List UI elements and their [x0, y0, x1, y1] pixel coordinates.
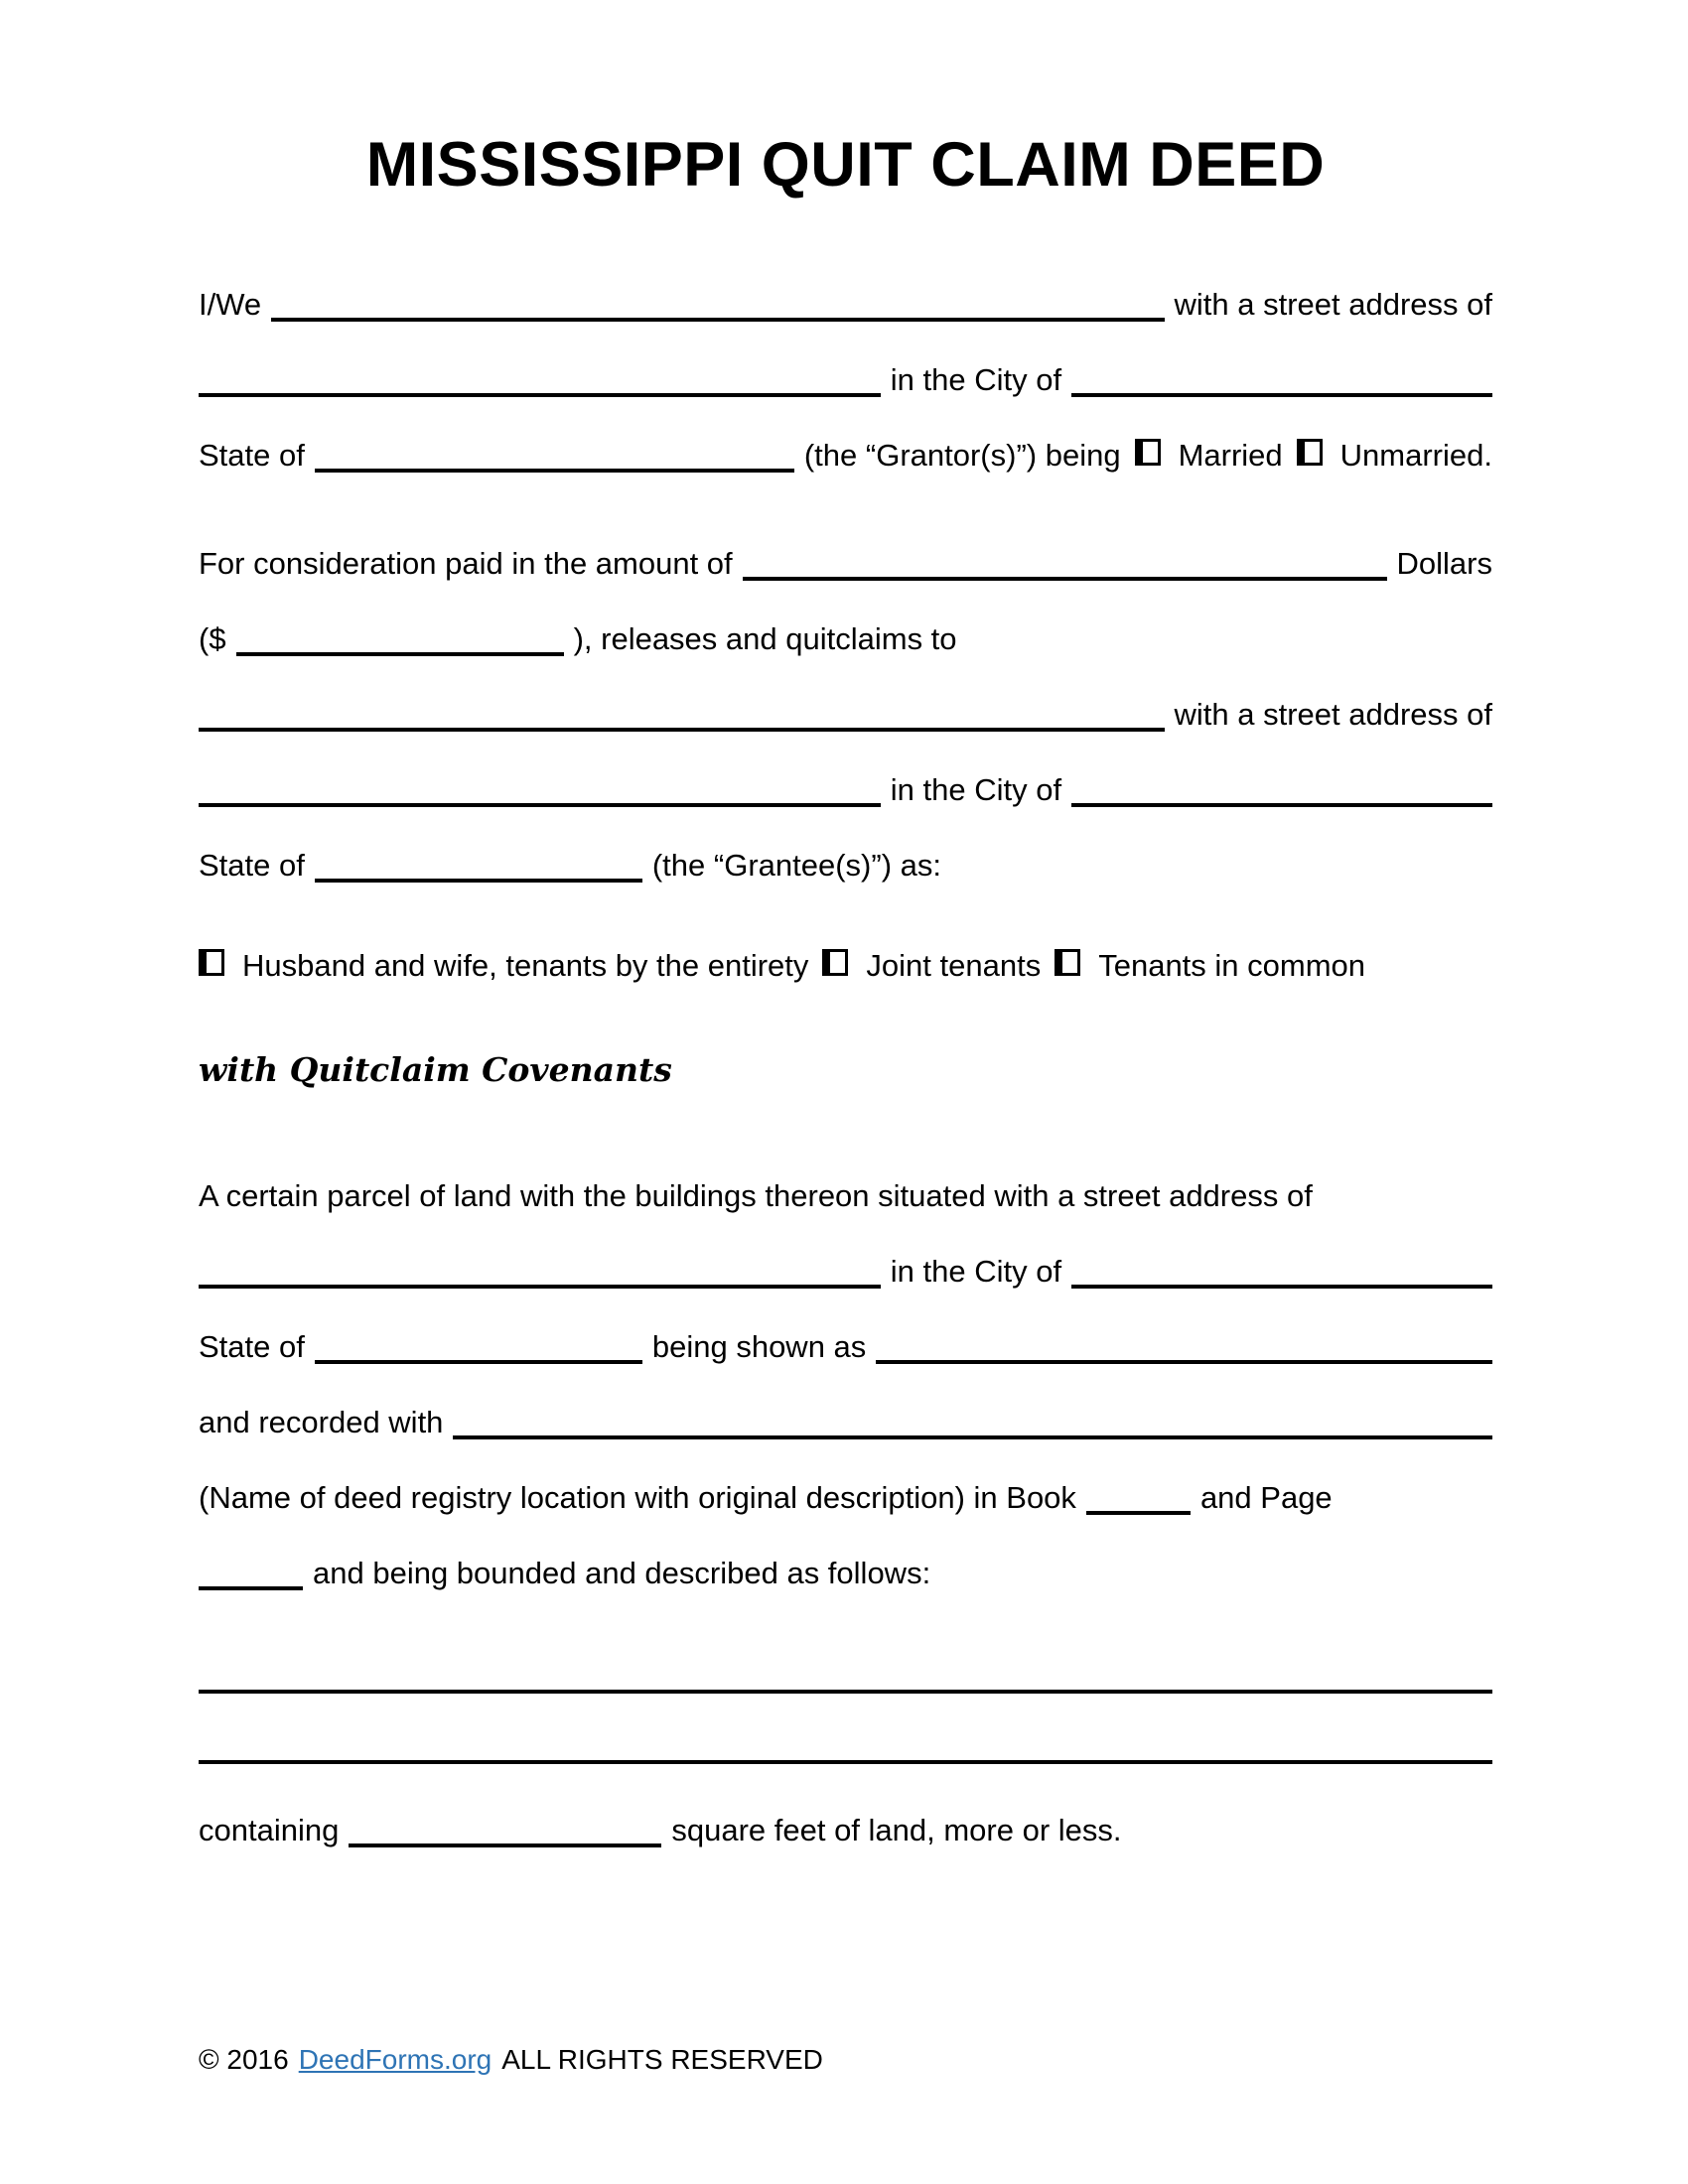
shown-as-label: being shown as	[651, 1329, 867, 1365]
married-checkbox[interactable]	[1135, 439, 1161, 466]
recorded-with-label: and recorded with	[199, 1405, 444, 1440]
property-street-blank[interactable]	[199, 1285, 881, 1289]
grantee-name-line	[199, 677, 1492, 752]
grantor-street-label: with a street address of	[1174, 287, 1492, 323]
husband-wife-checkbox[interactable]	[199, 949, 224, 976]
grantee-state-line	[199, 828, 1492, 903]
property-city-label: in the City of	[890, 1254, 1062, 1290]
and-page-label: and Page	[1199, 1480, 1333, 1516]
unmarried-label: Unmarried.	[1339, 438, 1492, 474]
description-blank-2[interactable]	[199, 1760, 1492, 1764]
deedforms-link[interactable]: DeedForms.org	[298, 2044, 492, 2075]
square-feet-label: square feet of land, more or less.	[671, 1813, 1122, 1848]
release-label: ), releases and quitclaims to	[573, 621, 957, 657]
recorded-with-line	[199, 1385, 1492, 1460]
consideration-numeric-line	[199, 602, 1492, 677]
page-title: MISSISSIPPI QUIT CLAIM DEED	[365, 130, 1326, 200]
grantee-state-label: State of	[199, 848, 305, 884]
book-blank[interactable]	[1086, 1511, 1191, 1515]
page-bounded-line	[199, 1536, 1492, 1611]
copyright-label: © 2016	[199, 2044, 289, 2075]
joint-tenants-checkbox[interactable]	[822, 949, 848, 976]
tenants-common-checkbox[interactable]	[1055, 949, 1080, 976]
property-state-blank[interactable]	[315, 1360, 642, 1364]
consideration-amount-blank[interactable]	[743, 577, 1387, 581]
grantor-intro-label: I/We	[199, 287, 262, 323]
property-paragraph	[199, 1159, 1492, 1611]
tenancy-options-line	[199, 928, 1492, 1004]
bounded-label: and being bounded and described as follows:	[313, 1556, 931, 1591]
grantee-address-line	[199, 752, 1492, 828]
grantee-city-label: in the City of	[890, 772, 1062, 808]
footer	[199, 2043, 823, 2077]
containing-label: containing	[199, 1813, 340, 1848]
grantor-state-label: State of	[199, 438, 305, 474]
property-address-line	[199, 1234, 1492, 1309]
description-blank-1[interactable]	[199, 1690, 1492, 1694]
recorded-with-blank[interactable]	[453, 1435, 1492, 1439]
grantor-name-blank[interactable]	[271, 318, 1164, 322]
tenancy-paragraph	[199, 928, 1492, 1004]
grantor-state-line	[199, 418, 1492, 493]
covenants-paragraph	[199, 1032, 1492, 1108]
grantor-street-blank[interactable]	[199, 393, 881, 397]
grantee-state-blank[interactable]	[315, 879, 642, 883]
property-intro-label: A certain parcel of land with the buildings thereon situated with a street address of	[199, 1178, 1313, 1214]
grantor-city-blank[interactable]	[1071, 393, 1492, 397]
joint-tenants-label: Joint tenants	[866, 948, 1042, 984]
property-city-blank[interactable]	[1071, 1285, 1492, 1289]
consideration-paragraph	[199, 526, 1492, 903]
grantor-paragraph	[199, 267, 1492, 493]
property-state-label: State of	[199, 1329, 305, 1365]
consideration-numeric-blank[interactable]	[236, 652, 564, 656]
consideration-prefix-label: For consideration paid in the amount of	[199, 546, 733, 582]
dollars-label: Dollars	[1396, 546, 1492, 582]
rights-label: ALL RIGHTS RESERVED	[501, 2044, 823, 2075]
containing-line	[199, 1793, 1492, 1868]
description-blanks	[199, 1690, 1492, 1764]
shown-as-blank[interactable]	[876, 1360, 1492, 1364]
husband-wife-label: Husband and wife, tenants by the entirety	[242, 948, 809, 984]
consideration-amount-line	[199, 526, 1492, 602]
grantor-state-blank[interactable]	[315, 469, 794, 473]
married-label: Married	[1178, 438, 1283, 474]
grantor-status-label: (the “Grantor(s)”) being	[803, 438, 1121, 474]
square-feet-blank[interactable]	[349, 1843, 661, 1847]
tenants-common-label: Tenants in common	[1098, 948, 1366, 984]
covenants-label: with Quitclaim Covenants	[199, 1050, 672, 1090]
grantor-city-label: in the City of	[890, 362, 1062, 398]
property-intro-line	[199, 1159, 1492, 1234]
grantor-address-line	[199, 342, 1492, 418]
grantee-street-label: with a street address of	[1174, 697, 1492, 733]
grantor-name-line	[199, 267, 1492, 342]
property-state-line	[199, 1309, 1492, 1385]
registry-book-line	[199, 1460, 1492, 1536]
grantee-name-blank[interactable]	[199, 728, 1165, 732]
grantee-city-blank[interactable]	[1071, 803, 1492, 807]
grantee-street-blank[interactable]	[199, 803, 881, 807]
containing-paragraph	[199, 1793, 1492, 1868]
registry-note-label: (Name of deed registry location with original description) in Book	[199, 1480, 1076, 1516]
numeric-prefix-label: ($	[199, 621, 226, 657]
grantee-as-label: (the “Grantee(s)”) as:	[651, 848, 941, 884]
page-blank[interactable]	[199, 1586, 303, 1590]
unmarried-checkbox[interactable]	[1297, 439, 1323, 466]
